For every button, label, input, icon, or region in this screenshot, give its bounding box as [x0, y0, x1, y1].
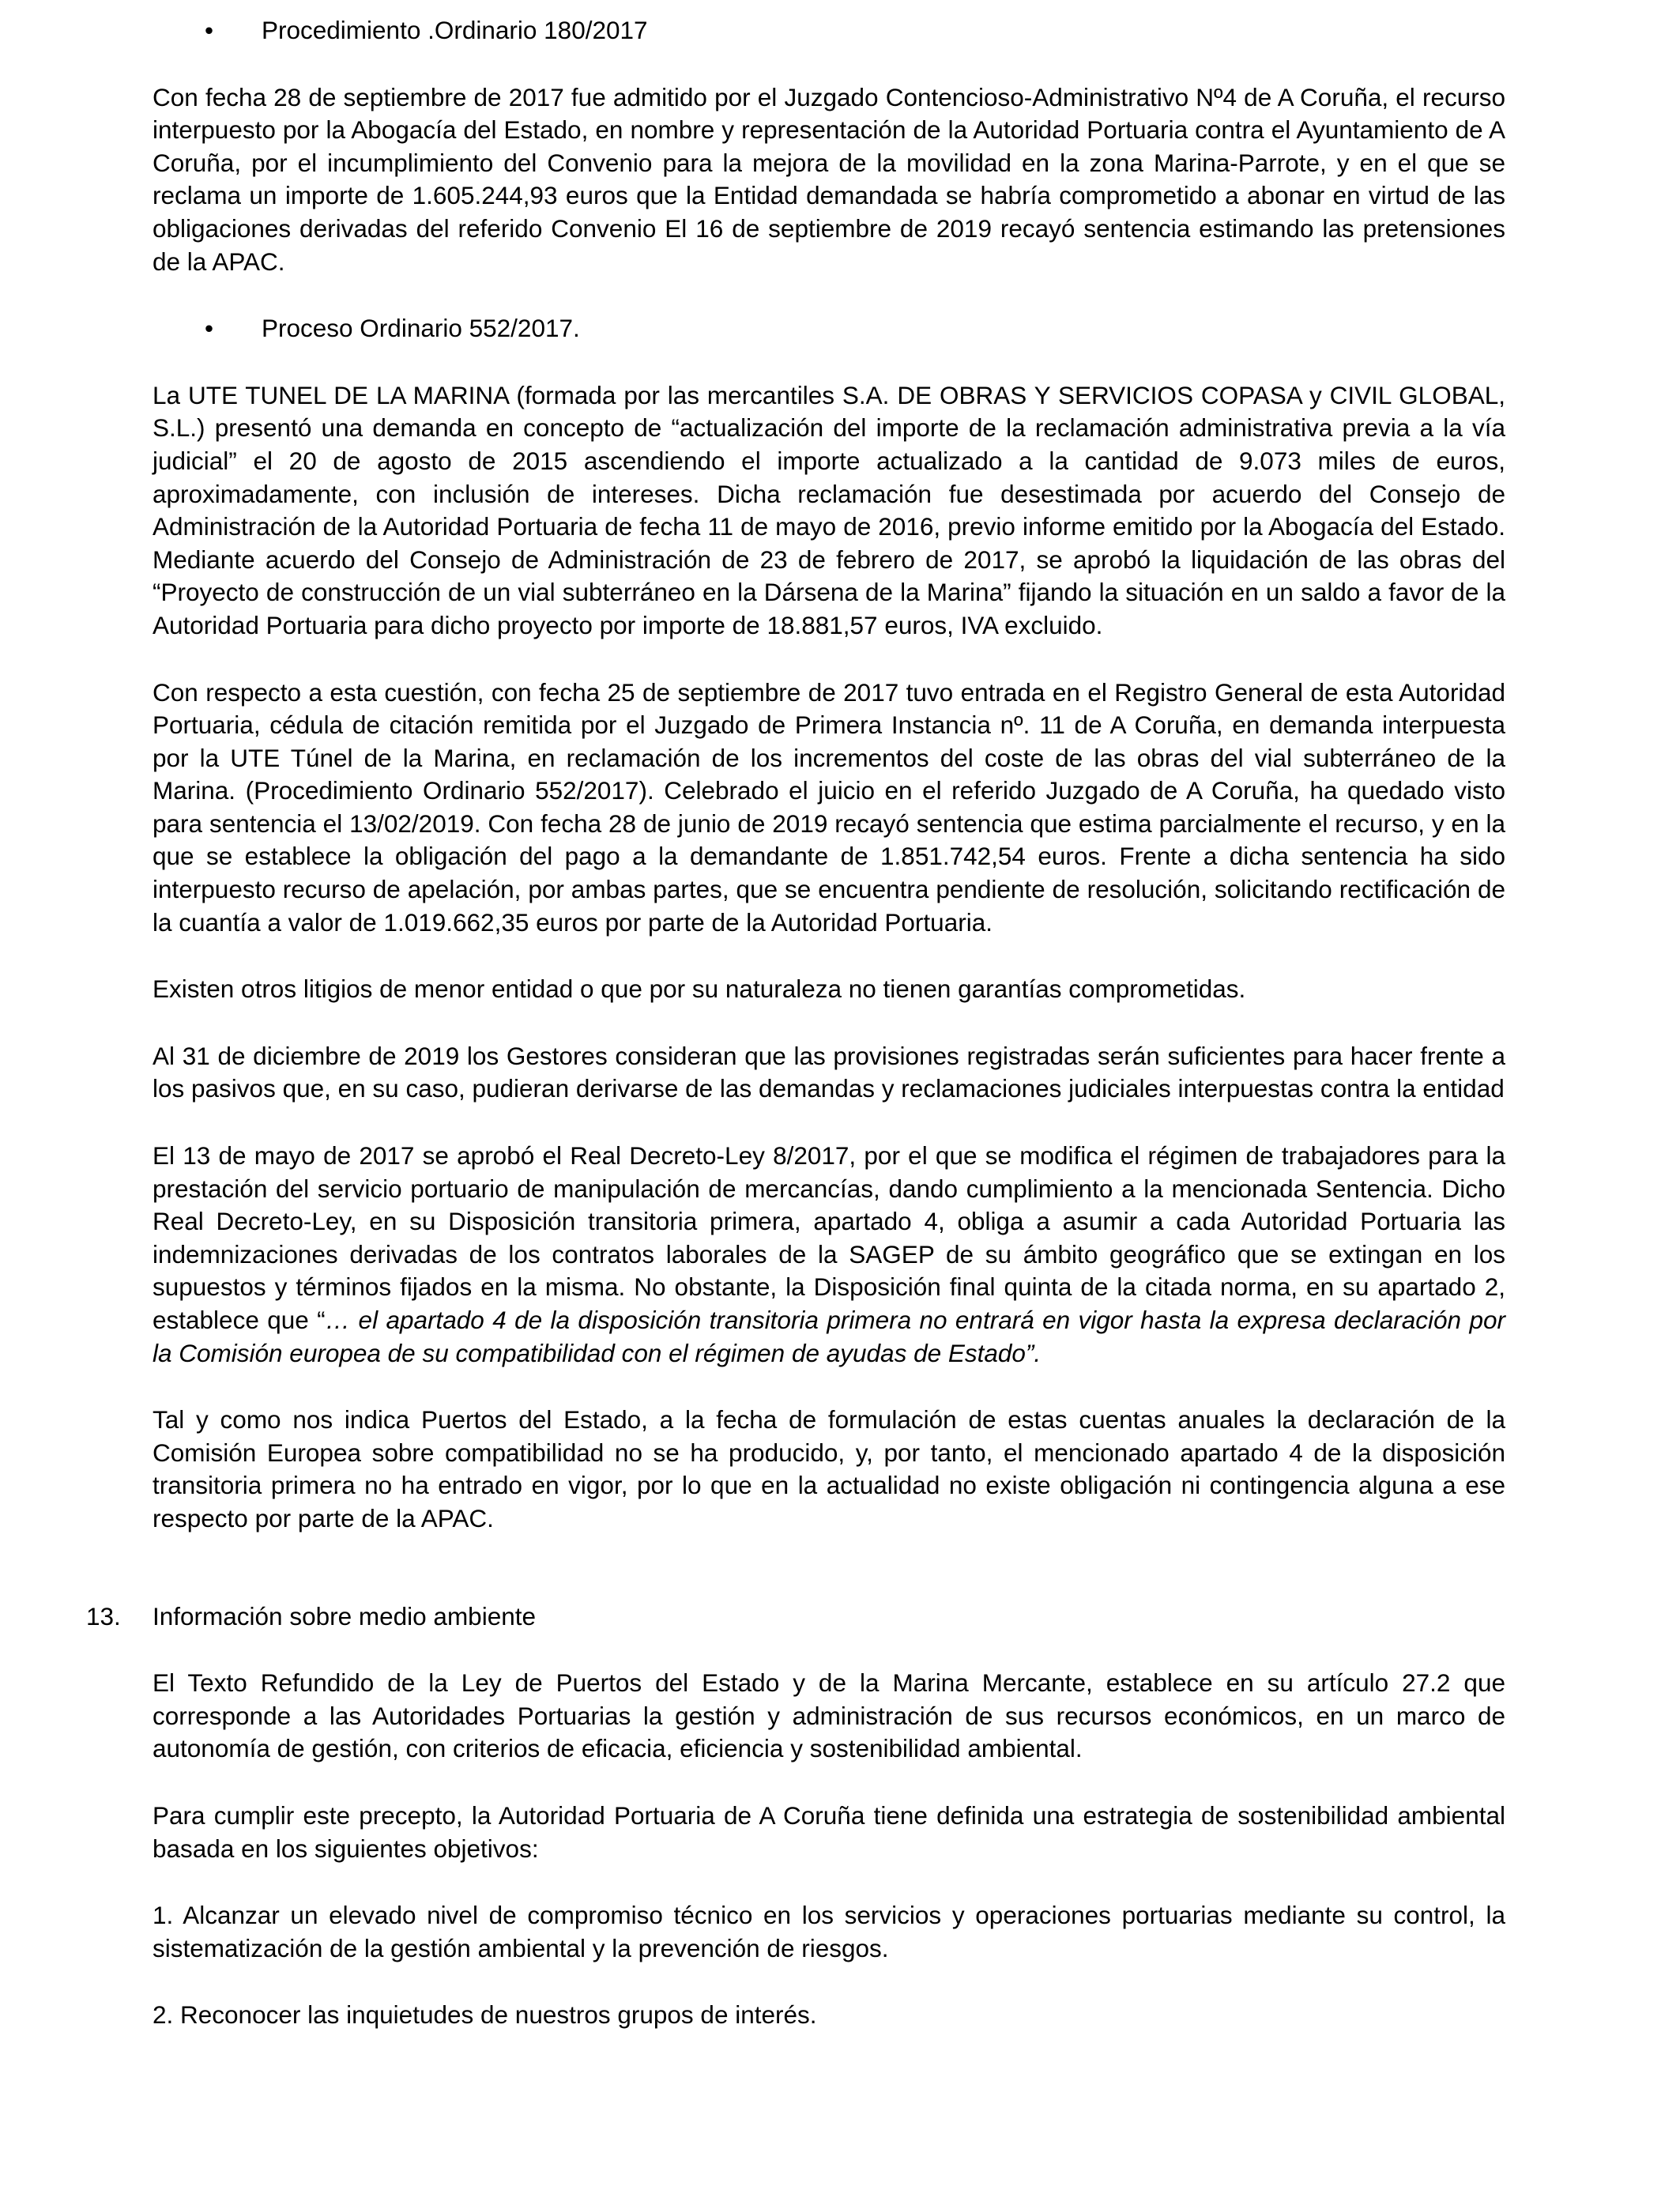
- paragraph-ute-tunel: La UTE TUNEL DE LA MARINA (formada por las mercantiles S.A. DE OBRAS Y SERVICIOS COPASA y CIVIL GLOBAL, S.L.) presentó una demanda en concepto de “actualización del importe de la reclamación administrativa previa a la vía judicial” el 20 de agosto de 2015 ascendiendo el importe actualizado a la cantidad de 9.073 miles de euros, aproximadamente, con inclusión de intereses. Dicha reclamación fue desestimada por acuerdo del Consejo de Administración de la Autoridad Portuaria de fecha 11 de mayo de 2016, previo informe emitido por la Abogacía del Estado. Mediante acuerdo del Consejo de Administración de 23 de febrero de 2017, se aprobó la liquidación de las obras del “Proyecto de construcción de un vial subterráneo en la Dársena de la Marina” fijando la situación en un saldo a favor de la Autoridad Portuaria para dicho proyecto por importe de 18.881,57 euros, IVA excluido.: [153, 380, 1505, 639]
- bullet-icon: •: [205, 16, 214, 44]
- bullet-item-proceso-552: [153, 312, 1505, 345]
- bullet-icon: •: [205, 314, 214, 343]
- paragraph-provisiones: Al 31 de diciembre de 2019 los Gestores consideran que las provisiones registradas serán suficientes para hacer frente a los pasivos que, en su caso, pudieran derivarse de las demandas y reclamaciones judiciales interpuestas contra la entidad: [153, 1041, 1505, 1103]
- section-title: Información sobre medio ambiente: [153, 1601, 537, 1630]
- real-decreto-text: El 13 de mayo de 2017 se aprobó el Real Decreto-Ley 8/2017, por el que se modifica el régimen de trabajadores para la prestación del servicio portuario de manipulación de mercancías, dando cumplimiento a la mencionada Sentencia. Dicho Real Decreto-Ley, en su Disposición transitoria primera, apartado 4, obliga a asumir a cada Autoridad Portuaria las indemnizaciones derivadas de los contratos laborales de la SAGEP de su ámbito geográfico que se extingan en los supuestos y términos fijados en la misma. No obstante, la Disposición final quinta de la citada norma, en su apartado 2, establece que “: [153, 1141, 1505, 1334]
- real-decreto-quote: … el apartado 4 de la disposición transitoria primera no entrará en vigor hasta la expresa declaración por la Comisión europea de su compatibilidad con el régimen de ayudas de Estado”.: [153, 1306, 1505, 1367]
- paragraph-texto-refundido: El Texto Refundido de la Ley de Puertos del Estado y de la Marina Mercante, establece en su artículo 27.2 que corresponde a las Autoridades Portuarias la gestión y administración de sus recursos económicos, en un marco de autonomía de gestión, con criterios de eficacia, eficiencia y sostenibilidad ambiental.: [153, 1668, 1505, 1763]
- section-number: 13.: [86, 1601, 121, 1630]
- paragraph-procedimiento-180: Con fecha 28 de septiembre de 2017 fue admitido por el Juzgado Contencioso-Administrativo Nº4 de A Coruña, el recurso interpuesto por la Abogacía del Estado, en nombre y representación de la Autoridad Portuaria contra el Ayuntamiento de A Coruña, por el incumplimiento del Convenio para la mejora de la movilidad en la zona Marina-Parrote, y en el que se reclama un importe de 1.605.244,93 euros que la Entidad demandada se habría comprometido a abonar en virtud de las obligaciones derivadas del referido Convenio El 16 de septiembre de 2019 recayó sentencia estimando las pretensiones de la APAC.: [153, 82, 1505, 276]
- paragraph-objetivo-1: 1. Alcanzar un elevado nivel de compromiso técnico en los servicios y operaciones portuarias mediante su control, la sistematización de la gestión ambiental y la prevención de riesgos.: [153, 1901, 1505, 1962]
- bullet-text: Procedimiento .Ordinario 180/2017: [262, 16, 648, 44]
- section-heading: [86, 1600, 1505, 1634]
- paragraph-real-decreto: [153, 1140, 1505, 1370]
- paragraph-objetivo-2: 2. Reconocer las inquietudes de nuestros grupos de interés.: [153, 2000, 817, 2030]
- paragraph-registro-general: Con respecto a esta cuestión, con fecha 25 de septiembre de 2017 tuvo entrada en el Registro General de esta Autoridad Portuaria, cédula de citación remitida por el Juzgado de Primera Instancia nº. 11 de A Coruña, en demanda interpuesta por la UTE Túnel de la Marina, en reclamación de los incrementos del coste de las obras del vial subterráneo de la Marina. (Procedimiento Ordinario 552/2017). Celebrado el juicio en el referido Juzgado de A Coruña, ha quedado visto para sentencia el 13/02/2019. Con fecha 28 de junio de 2019 recayó sentencia que estima parcialmente el recurso, y en la que se establece la obligación del pago a la demandante de 1.851.742,54 euros. Frente a dicha sentencia ha sido interpuesto recurso de apelación, por ambas partes, que se encuentra pendiente de resolución, solicitando rectificación de la cuantía a valor de 1.019.662,35 euros por parte de la Autoridad Portuaria.: [153, 677, 1505, 937]
- paragraph-otros-litigios: Existen otros litigios de menor entidad o que por su naturaleza no tienen garantías comprometidas.: [153, 974, 1246, 1004]
- bullet-text: Proceso Ordinario 552/2017.: [262, 314, 580, 343]
- paragraph-puertos-del-estado: Tal y como nos indica Puertos del Estado, a la fecha de formulación de estas cuentas anuales la declaración de la Comisión Europea sobre compatibilidad no se ha producido, y, por tanto, el mencionado apartado 4 de la disposición transitoria primera no ha entrado en vigor, por lo que en la actualidad no existe obligación ni contingencia alguna a ese respecto por parte de la APAC.: [153, 1405, 1505, 1532]
- bullet-item-procedimiento-180: [153, 14, 1505, 47]
- paragraph-precepto: Para cumplir este precepto, la Autoridad Portuaria de A Coruña tiene definida una estrategia de sostenibilidad ambiental basada en los siguientes objetivos:: [153, 1800, 1505, 1863]
- document-page: [86, 14, 1505, 2032]
